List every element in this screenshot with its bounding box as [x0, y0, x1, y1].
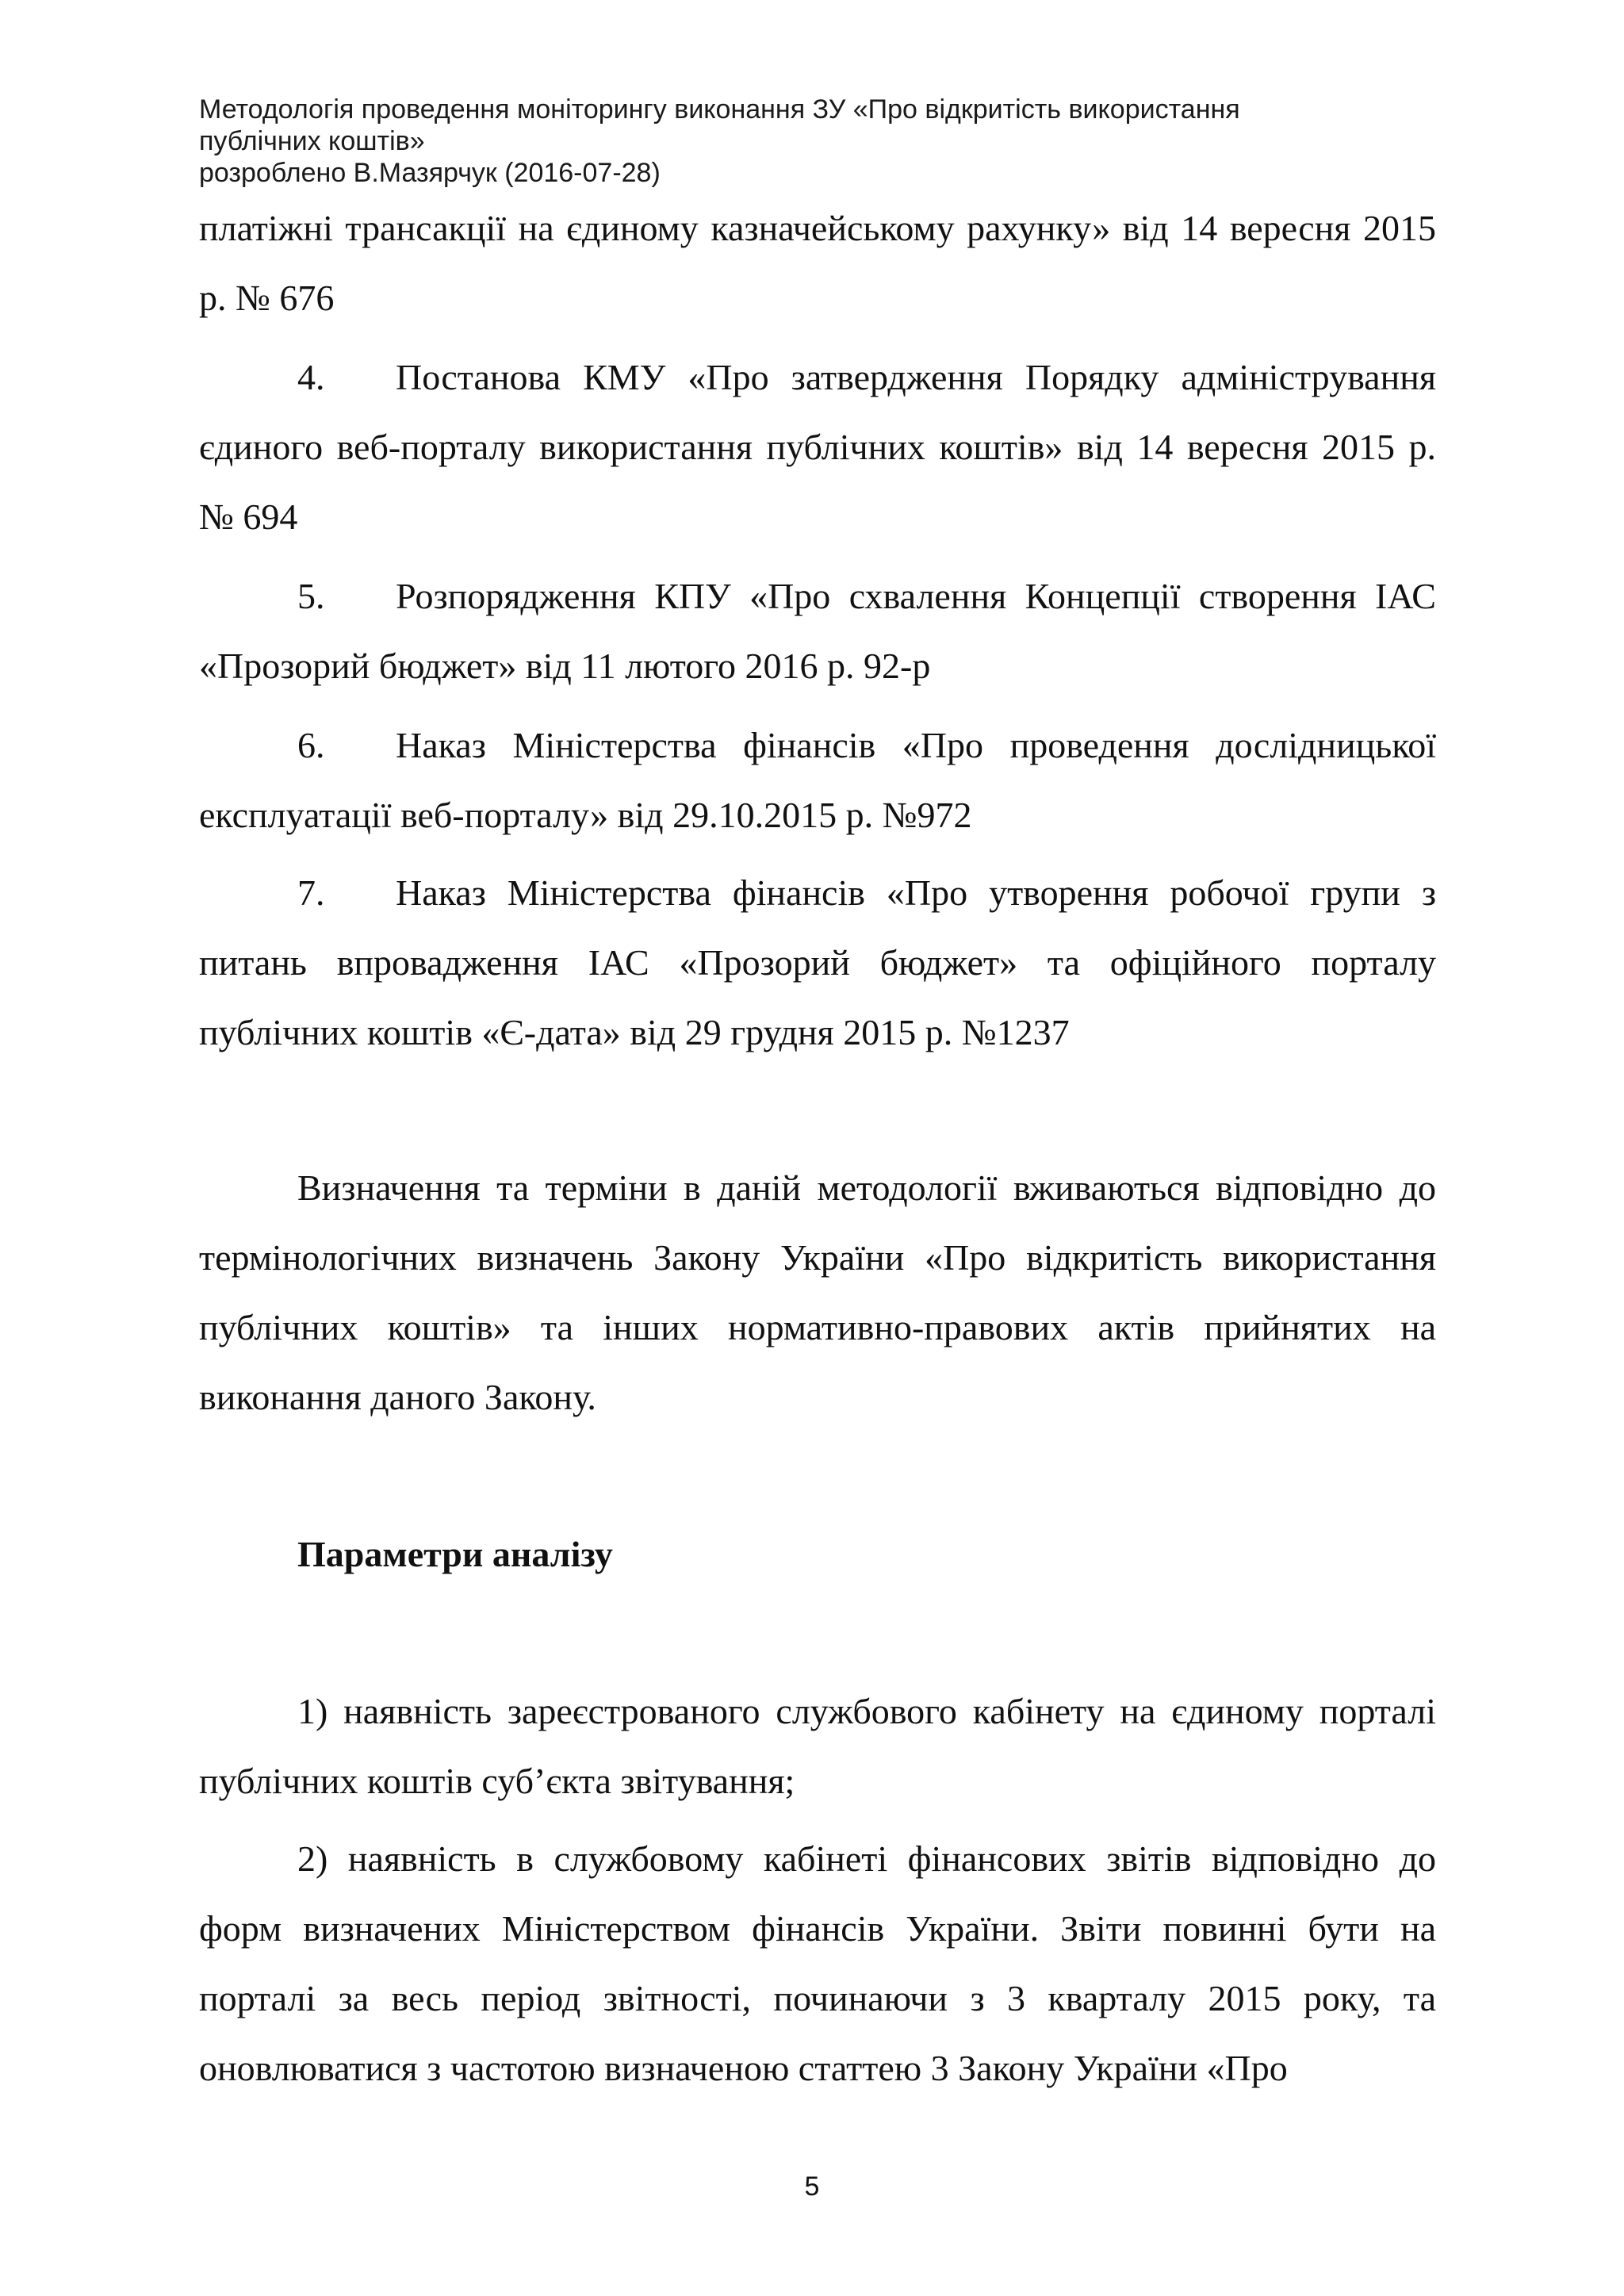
list-item-text: Наказ Міністерства фінансів «Про утворення робочої групи з питань впровадження ІАС «Прозорий бюджет» та офіційного порталу публічних коштів «Є-дата» від 29 грудня 2015 р. №1237	[199, 872, 1436, 1052]
header-title-line-1: Методологія проведення моніторингу виконання ЗУ «Про відкритість використання	[199, 94, 1240, 125]
definitions-paragraph: Визначення та терміни в даній методології вживаються відповідно до термінологічних визначень Закону України «Про відкритість використання публічних коштів» та інших нормативно-правових актів прийнятих на виконання даного Закону.	[199, 1167, 1436, 1417]
header-title-line-2: публічних коштів»	[199, 126, 425, 156]
list-item-text: Розпорядження КПУ «Про схвалення Концепції створення ІАС «Прозорий бюджет» від 11 лютого 2016 р. 92-р	[199, 576, 1436, 686]
header-author-line: розроблено В.Мазярчук (2016-07-28)	[199, 158, 661, 188]
parameter-item: 2) наявність в службовому кабінеті фінансових звітів відповідно до форм визначених Міністерством фінансів України. Звіти повинні бути на порталі за весь період звітності, починаючи з 3 кварталу 2015 року, та оновлюватися з частотою визначеною статтею 3 Закону України «Про	[199, 1838, 1436, 2088]
continuation-paragraph: платіжні трансакції на єдиному казначейському рахунку» від 14 вересня 2015 р. № 676	[199, 208, 1436, 318]
list-item-number: 7.	[297, 872, 325, 913]
list-item-number: 4.	[297, 357, 325, 397]
section-heading: Параметри аналізу	[297, 1534, 613, 1574]
page-header	[199, 94, 1436, 189]
parameter-item: 1) наявність зареєстрованого службового кабінету на єдиному порталі публічних коштів суб’єкта звітування;	[199, 1691, 1436, 1801]
list-item	[199, 711, 1436, 850]
list-item-text: Постанова КМУ «Про затвердження Порядку адміністрування єдиного веб-порталу використання публічних коштів» від 14 вересня 2015 р. № 694	[199, 357, 1436, 537]
list-item-number: 5.	[297, 576, 325, 616]
list-item-text: Наказ Міністерства фінансів «Про проведення дослідницької експлуатації веб-порталу» від 29.10.2015 р. №972	[199, 725, 1436, 835]
page-number: 5	[804, 2171, 820, 2202]
list-item	[199, 343, 1436, 552]
list-item	[199, 858, 1436, 1068]
list-item-number: 6.	[297, 725, 325, 765]
list-item	[199, 562, 1436, 701]
